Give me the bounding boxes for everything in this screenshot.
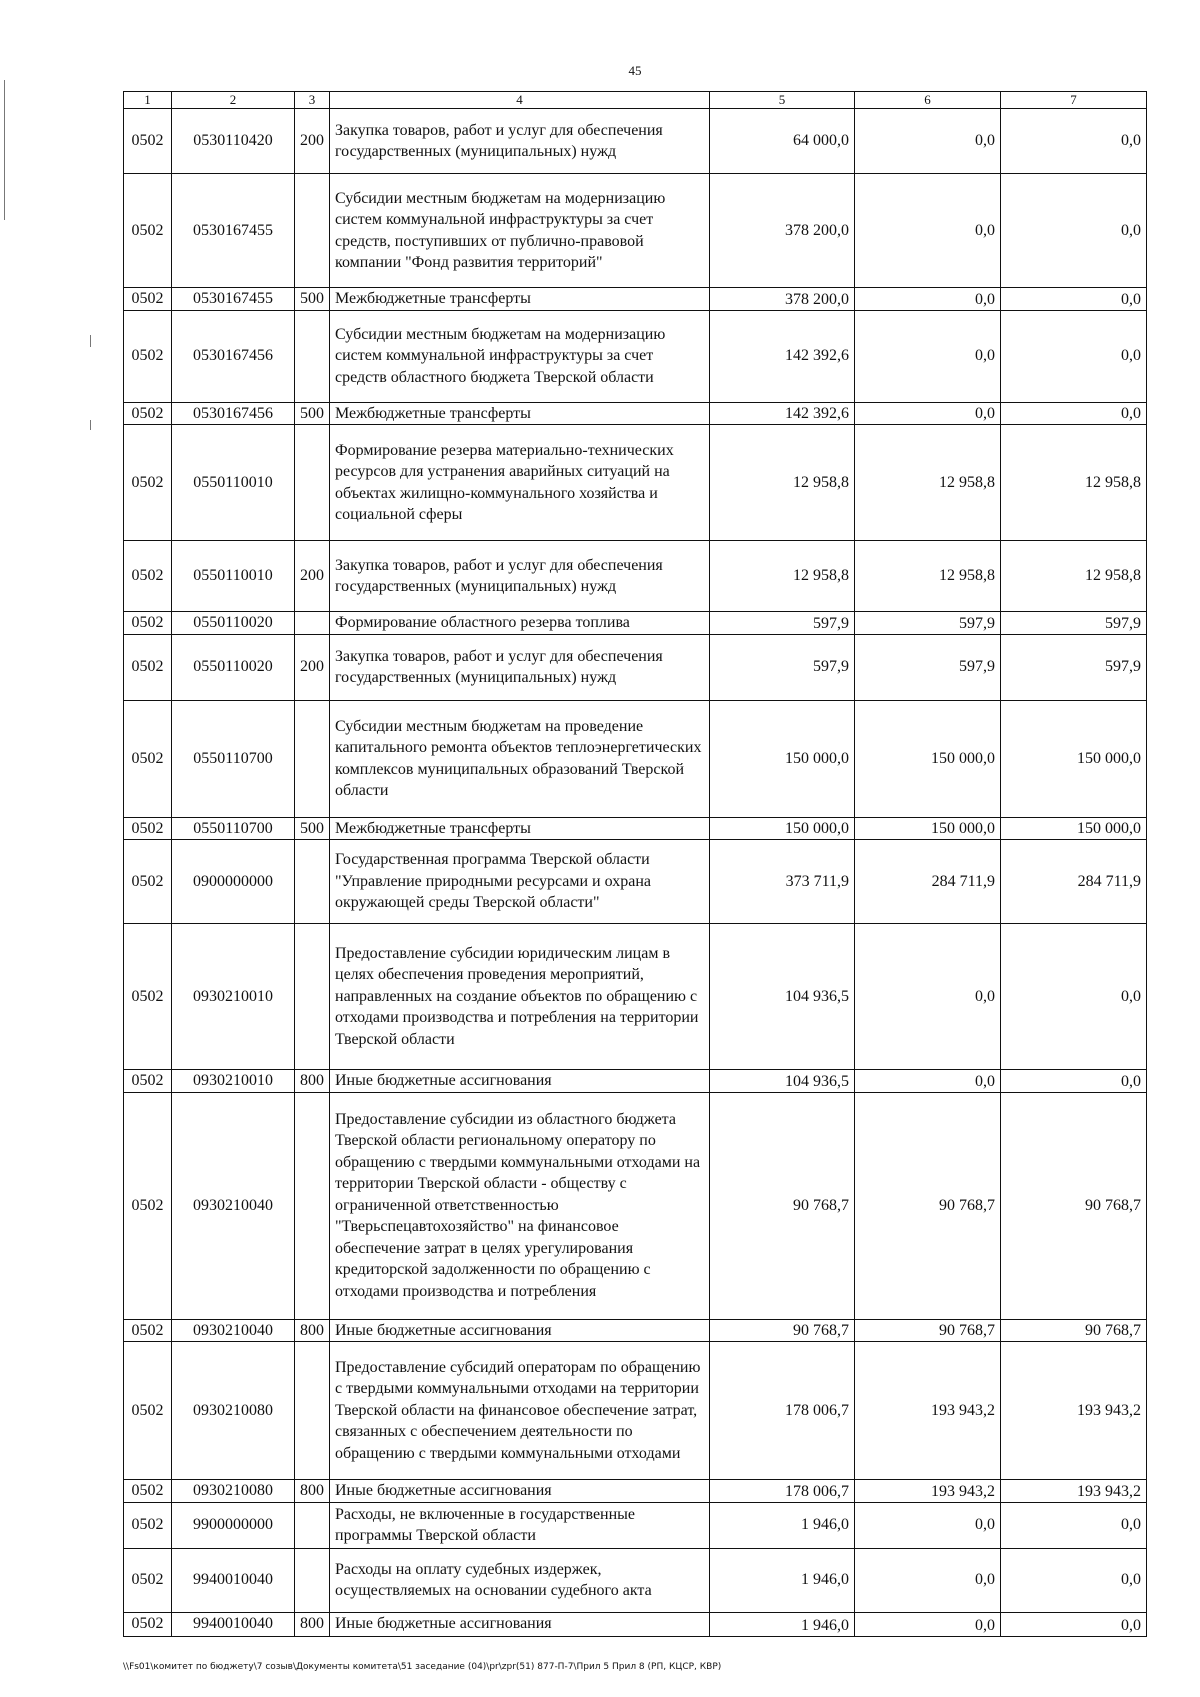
table-row [124,924,1147,1070]
amount-col7-cell: 0,0 [1001,288,1147,311]
target-article-cell: 0530167456 [172,310,295,402]
expense-type-cell: 800 [295,1612,330,1636]
amount-col5-cell: 178 006,7 [710,1480,855,1503]
expense-type-cell [295,700,330,817]
amount-col7-cell: 193 943,2 [1001,1480,1147,1503]
amount-col5-cell: 597,9 [710,612,855,635]
amount-col5-cell: 104 936,5 [710,1070,855,1093]
table-row [124,402,1147,425]
target-article-cell: 9940010040 [172,1612,295,1636]
description-cell: Формирование резерва материально-технических ресурсов для устранения аварийных ситуаций на объектах жилищно-коммунального хозяйства и социальной сферы [330,425,710,541]
table-row [124,109,1147,174]
amount-col6-cell: 90 768,7 [855,1092,1001,1319]
expense-type-cell [295,1548,330,1612]
target-article-cell: 0930210010 [172,1070,295,1093]
target-article-cell: 0530167455 [172,174,295,288]
target-article-cell: 0550110020 [172,612,295,635]
description-cell: Межбюджетные трансферты [330,402,710,425]
expense-type-cell: 800 [295,1070,330,1093]
section-code-cell: 0502 [124,541,172,612]
section-code-cell: 0502 [124,634,172,700]
amount-col5-cell: 1 946,0 [710,1548,855,1612]
scan-mark [90,420,91,430]
target-article-cell: 0930210040 [172,1319,295,1342]
target-article-cell: 0530167456 [172,402,295,425]
amount-col5-cell: 90 768,7 [710,1319,855,1342]
amount-col6-cell: 150 000,0 [855,700,1001,817]
expense-type-cell: 800 [295,1319,330,1342]
footer-file-path: \\Fs01\комитет по бюджету\7 созыв\Документы комитета\51 заседание (04)\pr\zpr(51) 877-П-7\Прил 5 Прил 8 (РП, КЦСР, КВР) [123,1662,722,1672]
amount-col7-cell: 0,0 [1001,1548,1147,1612]
amount-col6-cell: 0,0 [855,1070,1001,1093]
amount-col6-cell: 0,0 [855,288,1001,311]
amount-col7-cell: 0,0 [1001,1502,1147,1548]
section-code-cell: 0502 [124,310,172,402]
amount-col5-cell: 104 936,5 [710,924,855,1070]
column-header: 6 [855,92,1001,109]
description-cell: Государственная программа Тверской области "Управление природными ресурсами и охрана окружающей среды Тверской области" [330,840,710,924]
scan-mark [4,80,5,220]
amount-col7-cell: 0,0 [1001,174,1147,288]
amount-col7-cell: 90 768,7 [1001,1319,1147,1342]
target-article-cell: 9940010040 [172,1548,295,1612]
section-code-cell: 0502 [124,612,172,635]
description-cell: Расходы на оплату судебных издержек, осуществляемых на основании судебного акта [330,1548,710,1612]
amount-col5-cell: 597,9 [710,634,855,700]
amount-col5-cell: 1 946,0 [710,1502,855,1548]
column-header: 1 [124,92,172,109]
page-number: 45 [628,63,642,78]
amount-col7-cell: 193 943,2 [1001,1342,1147,1480]
expense-type-cell: 500 [295,288,330,311]
section-code-cell: 0502 [124,1548,172,1612]
amount-col7-cell: 150 000,0 [1001,700,1147,817]
target-article-cell: 9900000000 [172,1502,295,1548]
budget-table [123,91,1147,1637]
table-row [124,288,1147,311]
expense-type-cell: 500 [295,402,330,425]
amount-col7-cell: 0,0 [1001,402,1147,425]
expense-type-cell [295,174,330,288]
section-code-cell: 0502 [124,109,172,174]
amount-col5-cell: 1 946,0 [710,1612,855,1636]
amount-col7-cell: 150 000,0 [1001,817,1147,840]
target-article-cell: 0550110020 [172,634,295,700]
amount-col5-cell: 150 000,0 [710,700,855,817]
amount-col7-cell: 12 958,8 [1001,425,1147,541]
header-row [124,92,1147,109]
section-code-cell: 0502 [124,1502,172,1548]
table-body [124,109,1147,1637]
amount-col6-cell: 284 711,9 [855,840,1001,924]
target-article-cell: 0930210080 [172,1480,295,1503]
table-row [124,425,1147,541]
expense-type-cell [295,1092,330,1319]
table-row [124,1319,1147,1342]
amount-col6-cell: 0,0 [855,109,1001,174]
section-code-cell: 0502 [124,288,172,311]
amount-col5-cell: 142 392,6 [710,310,855,402]
section-code-cell: 0502 [124,924,172,1070]
amount-col5-cell: 12 958,8 [710,425,855,541]
amount-col5-cell: 378 200,0 [710,174,855,288]
target-article-cell: 0550110010 [172,541,295,612]
target-article-cell: 0930210040 [172,1092,295,1319]
table-row [124,1092,1147,1319]
target-article-cell: 0550110700 [172,817,295,840]
table-row [124,541,1147,612]
scan-mark [90,335,91,347]
expense-type-cell: 500 [295,817,330,840]
table-row [124,700,1147,817]
section-code-cell: 0502 [124,817,172,840]
expense-type-cell [295,924,330,1070]
description-cell: Закупка товаров, работ и услуг для обеспечения государственных (муниципальных) нужд [330,109,710,174]
table-row [124,1480,1147,1503]
section-code-cell: 0502 [124,1070,172,1093]
table-row [124,1342,1147,1480]
target-article-cell: 0530167455 [172,288,295,311]
amount-col5-cell: 378 200,0 [710,288,855,311]
table-row [124,1502,1147,1548]
table-row [124,174,1147,288]
table-row [124,612,1147,635]
description-cell: Межбюджетные трансферты [330,817,710,840]
amount-col5-cell: 142 392,6 [710,402,855,425]
amount-col6-cell: 597,9 [855,612,1001,635]
target-article-cell: 0930210080 [172,1342,295,1480]
amount-col7-cell: 0,0 [1001,109,1147,174]
section-code-cell: 0502 [124,1612,172,1636]
description-cell: Расходы, не включенные в государственные программы Тверской области [330,1502,710,1548]
expense-type-cell: 200 [295,541,330,612]
amount-col6-cell: 597,9 [855,634,1001,700]
description-cell: Закупка товаров, работ и услуг для обеспечения государственных (муниципальных) нужд [330,541,710,612]
target-article-cell: 0900000000 [172,840,295,924]
amount-col6-cell: 193 943,2 [855,1342,1001,1480]
target-article-cell: 0550110010 [172,425,295,541]
table-row [124,1070,1147,1093]
table-row [124,1548,1147,1612]
description-cell: Иные бюджетные ассигнования [330,1480,710,1503]
table-row [124,1612,1147,1636]
column-header: 5 [710,92,855,109]
amount-col7-cell: 12 958,8 [1001,541,1147,612]
expense-type-cell [295,1342,330,1480]
amount-col6-cell: 0,0 [855,402,1001,425]
expense-type-cell: 800 [295,1480,330,1503]
expense-type-cell [295,310,330,402]
table-row [124,840,1147,924]
expense-type-cell [295,425,330,541]
target-article-cell: 0530110420 [172,109,295,174]
amount-col5-cell: 373 711,9 [710,840,855,924]
table-row [124,310,1147,402]
amount-col5-cell: 178 006,7 [710,1342,855,1480]
description-cell: Предоставление субсидий операторам по обращению с твердыми коммунальными отходами на территории Тверской области на финансовое обеспечение затрат, связанных с обеспечением деятельности по обращению с твердыми коммунальными отходами [330,1342,710,1480]
amount-col7-cell: 597,9 [1001,634,1147,700]
column-header: 4 [330,92,710,109]
amount-col6-cell: 90 768,7 [855,1319,1001,1342]
amount-col5-cell: 150 000,0 [710,817,855,840]
amount-col7-cell: 597,9 [1001,612,1147,635]
amount-col7-cell: 284 711,9 [1001,840,1147,924]
section-code-cell: 0502 [124,425,172,541]
section-code-cell: 0502 [124,174,172,288]
description-cell: Предоставление субсидии из областного бюджета Тверской области региональному оператору по обращению с твердыми коммунальными отходами на территории Тверской области - обществу с ограниченной ответственностью "Тверьспецавтохозяйство" на финансовое обеспечение затрат в целях урегулирования кредиторской задолженности по обращению с отходами производства и потребления [330,1092,710,1319]
amount-col7-cell: 90 768,7 [1001,1092,1147,1319]
section-code-cell: 0502 [124,1342,172,1480]
description-cell: Формирование областного резерва топлива [330,612,710,635]
amount-col7-cell: 0,0 [1001,1070,1147,1093]
description-cell: Иные бюджетные ассигнования [330,1070,710,1093]
section-code-cell: 0502 [124,1319,172,1342]
section-code-cell: 0502 [124,1092,172,1319]
amount-col6-cell: 0,0 [855,1548,1001,1612]
amount-col6-cell: 0,0 [855,924,1001,1070]
amount-col6-cell: 193 943,2 [855,1480,1001,1503]
description-cell: Субсидии местным бюджетам на проведение капитального ремонта объектов теплоэнергетических комплексов муниципальных образований Тверской области [330,700,710,817]
section-code-cell: 0502 [124,840,172,924]
description-cell: Субсидии местным бюджетам на модернизацию систем коммунальной инфраструктуры за счет средств областного бюджета Тверской области [330,310,710,402]
amount-col6-cell: 0,0 [855,1502,1001,1548]
column-header: 2 [172,92,295,109]
amount-col6-cell: 0,0 [855,174,1001,288]
section-code-cell: 0502 [124,1480,172,1503]
expense-type-cell [295,612,330,635]
target-article-cell: 0930210010 [172,924,295,1070]
amount-col5-cell: 12 958,8 [710,541,855,612]
amount-col7-cell: 0,0 [1001,1612,1147,1636]
section-code-cell: 0502 [124,402,172,425]
amount-col7-cell: 0,0 [1001,924,1147,1070]
expense-type-cell [295,840,330,924]
target-article-cell: 0550110700 [172,700,295,817]
amount-col6-cell: 12 958,8 [855,425,1001,541]
amount-col6-cell: 12 958,8 [855,541,1001,612]
description-cell: Предоставление субсидии юридическим лицам в целях обеспечения проведения мероприятий, направленных на создание объектов по обращению с отходами производства и потребления на территории Тверской области [330,924,710,1070]
expense-type-cell [295,1502,330,1548]
amount-col6-cell: 0,0 [855,310,1001,402]
column-header: 3 [295,92,330,109]
expense-type-cell: 200 [295,109,330,174]
description-cell: Субсидии местным бюджетам на модернизацию систем коммунальной инфраструктуры за счет средств, поступивших от публично-правовой компании "Фонд развития территорий" [330,174,710,288]
amount-col7-cell: 0,0 [1001,310,1147,402]
table-row [124,817,1147,840]
description-cell: Иные бюджетные ассигнования [330,1319,710,1342]
section-code-cell: 0502 [124,700,172,817]
table-row [124,634,1147,700]
amount-col6-cell: 150 000,0 [855,817,1001,840]
expense-type-cell: 200 [295,634,330,700]
description-cell: Закупка товаров, работ и услуг для обеспечения государственных (муниципальных) нужд [330,634,710,700]
amount-col6-cell: 0,0 [855,1612,1001,1636]
column-header: 7 [1001,92,1147,109]
amount-col5-cell: 64 000,0 [710,109,855,174]
description-cell: Межбюджетные трансферты [330,288,710,311]
amount-col5-cell: 90 768,7 [710,1092,855,1319]
description-cell: Иные бюджетные ассигнования [330,1612,710,1636]
